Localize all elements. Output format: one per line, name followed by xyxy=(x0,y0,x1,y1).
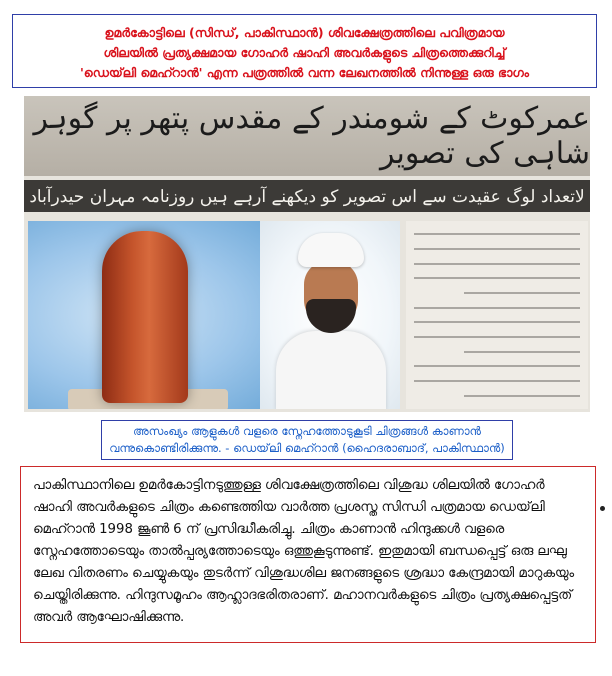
clipping-text-line xyxy=(414,248,580,250)
header-line-2: ശിലയിൽ പ്രത്യക്ഷമായ ഗോഹർ ഷാഹി അവർകളുടെ ചിത്രത്തെക്കുറിച്ച് xyxy=(103,45,506,60)
clipping-text-line xyxy=(414,307,580,309)
article-text-box xyxy=(20,466,596,643)
header-line-1: ഉമർകോട്ടിലെ (സിന്ധ്, പാകിസ്ഥാൻ) ശിവക്ഷേത്രത്തിലെ പവിത്രമായ xyxy=(104,25,505,40)
clipping-text-line xyxy=(414,263,580,265)
clipping-text-line xyxy=(414,277,580,279)
bullet-dot xyxy=(600,506,605,511)
portrait-beard xyxy=(306,299,356,333)
clipping-text-line xyxy=(464,292,580,294)
portrait-photo xyxy=(260,221,400,409)
portrait-turban xyxy=(298,233,364,267)
clipping-subheadline: لاتعداد لوگ عقیدت سے اس تصویر کو دیکھنے آرہے ہیں روزنامہ مہران حیدرآباد xyxy=(24,180,590,212)
article-paragraph: പാകിസ്ഥാനിലെ ഉമർകോട്ടിനടുത്തുള്ള ശിവക്ഷേത്രത്തിലെ വിശുദ്ധ ശിലയിൽ ഗോഹർ ഷാഹി അവർകളുടെ ചിത്രം കണ്ടെത്തിയ വാർത്ത പ്രശസ്ത സിന്ധി പത്രമായ ഡെയ്‌ലി മെഹ്റാൻ 1998 ജൂൺ 6 ന് പ്രസിദ്ധീകരിച്ചു. ചിത്രം കാണാൻ ഹിന്ദുക്കൾ വളരെ സ്നേഹത്തോടെയും താൽപ്പര്യത്തോടെയും ഒത്തുകൂടുന്നുണ്ട്. ഇതുമായി ബന്ധപ്പെട്ട് ഒരു ലഘു ലേഖ വിതരണം ചെയ്യുകയും തുടർന്ന് വിശുദ്ധശില ജനങ്ങളുടെ ശ്രദ്ധാ കേന്ദ്രമായി മാറുകയും ചെയ്തിരിക്കുന്നു. ഹിന്ദുസമൂഹം ആഹ്ലാദഭരിതരാണ്. മഹാനവർകളുടെ ചിത്രം പ്രത്യക്ഷപ്പെട്ടത് അവർ ആഘോഷിക്കുന്നു. xyxy=(33,478,575,625)
newspaper-clipping xyxy=(24,96,590,412)
clipping-text-line xyxy=(414,380,580,382)
header-line-3: 'ഡെയ്‌ലി മെഹ്റാൻ' എന്ന പത്രത്തിൽ വന്ന ലേഖനത്തിൽ നിന്നുള്ള ഒരു ഭാഗം xyxy=(79,65,530,80)
clipping-text-line xyxy=(414,365,580,367)
clipping-headline: عمرکوٹ کے شومندر کے مقدس پتھر پر گوہر شاہی کی تصویر xyxy=(24,96,590,176)
stone-photo xyxy=(28,221,276,409)
caption-line-2: വന്നുകൊണ്ടിരിക്കുന്നു. - ഡെയ്‌ലി മെഹ്റാൻ (ഹൈദരാബാദ്, പാകിസ്ഥാൻ) xyxy=(109,441,505,455)
clipping-text-line xyxy=(414,336,580,338)
clipping-text-column xyxy=(406,221,588,409)
photo-caption xyxy=(101,420,513,460)
clipping-text-line xyxy=(464,395,580,397)
clipping-text-line xyxy=(464,351,580,353)
clipping-text-line xyxy=(414,321,580,323)
sacred-stone xyxy=(102,231,188,403)
clipping-text-line xyxy=(414,233,580,235)
caption-line-1: അസംഖ്യം ആളുകൾ വളരെ സ്നേഹത്തോടുകൂടി ചിത്രങ്ങൾ കാണാൻ xyxy=(133,424,481,438)
portrait-robe xyxy=(276,331,386,409)
header-title-box xyxy=(12,14,597,88)
